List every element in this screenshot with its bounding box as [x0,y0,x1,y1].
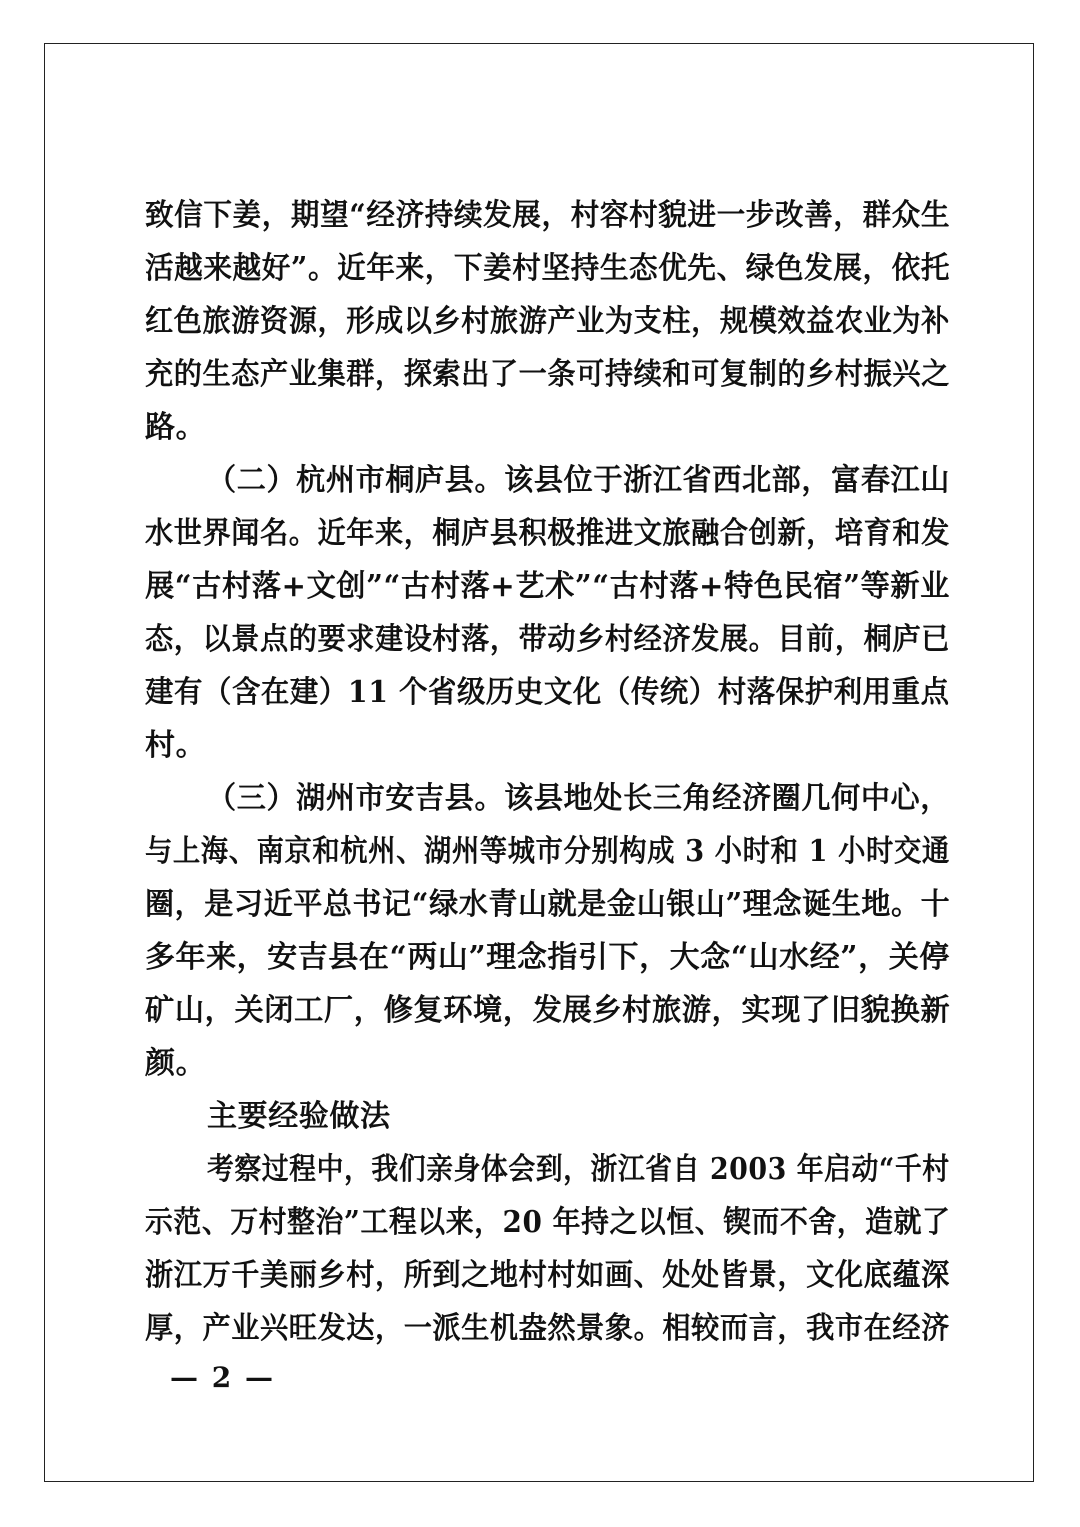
paragraph-heading: （二）杭州市桐庐县。该县位于浙江省西北部，富春江山 [207,463,950,498]
section-heading: 主要经验做法 [207,1099,391,1134]
text-line: 矿山，关闭工厂，修复环境，发展乡村旅游，实现了旧貌换新 [145,993,951,1028]
text-line: 红色旅游资源，形成以乡村旅游产业为支柱，规模效益农业为补 [145,304,950,339]
text-line: 与上海、南京和杭州、湖州等城市分别构成 3 小时和 1 小时交通 [145,834,950,869]
text-line: 水世界闻名。近年来，桐庐县积极推进文旅融合创新，培育和发 [145,516,950,551]
text-line: 多年来，安吉县在“两山”理念指引下，大念“山水经”，关停 [145,940,950,975]
text-line: 厚，产业兴旺发达，一派生机盎然景象。相较而言，我市在经济 [145,1311,950,1346]
text-line: 充的生态产业集群，探索出了一条可持续和可复制的乡村振兴之 [145,357,950,392]
text-line: 活越来越好”。近年来，下姜村坚持生态优先、绿色发展，依托 [145,251,951,286]
text-line: 建有（含在建）11 个省级历史文化（传统）村落保护利用重点 [145,675,950,710]
text-line: 展“古村落+文创”“古村落+艺术”“古村落+特色民宿”等新业 [145,569,950,604]
text-line: 圈，是习近平总书记“绿水青山就是金山银山”理念诞生地。十 [145,887,951,922]
text-line: 考察过程中，我们亲身体会到，浙江省自 2003 年启动“千村 [207,1152,950,1187]
text-line: 村。 [145,728,207,763]
text-line: 致信下姜，期望“经济持续发展，村容村貌进一步改善，群众生 [145,198,951,233]
text-line: 态，以景点的要求建设村落，带动乡村经济发展。目前，桐庐已 [145,622,950,657]
text-line: 示范、万村整治”工程以来，20 年持之以恒、锲而不舍，造就了 [145,1205,951,1240]
text-line: 路。 [145,410,207,445]
page-number: — 2 — [170,1361,275,1394]
text-line: 颜。 [145,1046,207,1081]
paragraph-heading: （三）湖州市安吉县。该县地处长三角经济圈几何中心， [207,781,950,816]
text-line: 浙江万千美丽乡村，所到之地村村如画、处处皆景，文化底蕴深 [145,1258,950,1293]
